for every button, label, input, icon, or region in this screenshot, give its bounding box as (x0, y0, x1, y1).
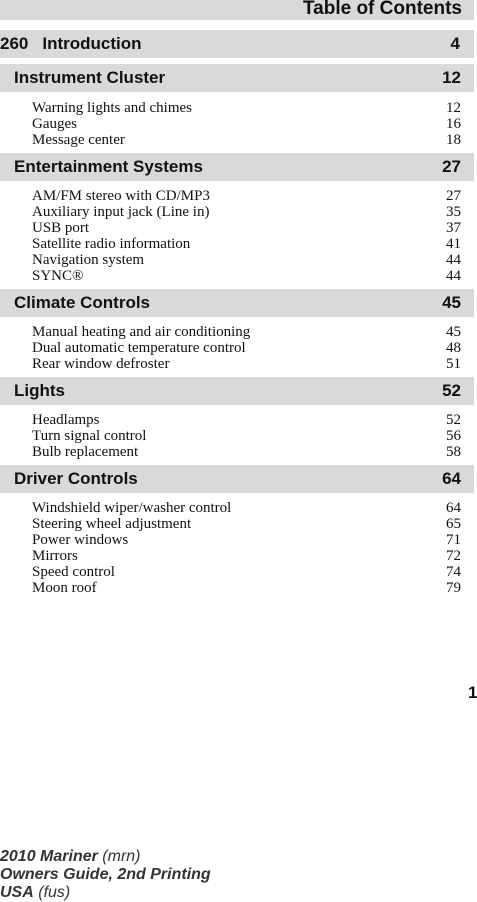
toc-entry[interactable] (0, 516, 474, 532)
section-header-climate-controls[interactable] (0, 289, 474, 317)
toc-entry-label: SYNC® (32, 268, 84, 284)
toc-entry[interactable] (0, 204, 474, 220)
toc-entry-label: Bulb replacement (32, 444, 139, 460)
toc-entry-page: 64 (446, 500, 461, 516)
toc-entry[interactable] (0, 188, 474, 204)
section-code: 260 (0, 34, 29, 53)
toc-entry-page: 45 (446, 324, 461, 340)
toc-entry[interactable] (0, 116, 474, 132)
footer-line-2 (0, 866, 211, 884)
section-page: 45 (442, 293, 461, 312)
footer-model: 2010 Mariner (0, 848, 98, 865)
toc-entry-page: 37 (446, 220, 461, 236)
toc-entry-label: Speed control (32, 564, 115, 580)
toc-entry-label: Gauges (32, 116, 77, 132)
toc-entry[interactable] (0, 340, 474, 356)
section-page: 64 (442, 469, 461, 488)
toc-entry-label: Message center (32, 132, 125, 148)
toc-entry[interactable] (0, 412, 474, 428)
toc-entry-page: 56 (446, 428, 461, 444)
toc-entry-page: 44 (446, 268, 461, 284)
section-title: Instrument Cluster (14, 68, 166, 87)
toc-entry[interactable] (0, 236, 474, 252)
toc-entry[interactable] (0, 356, 474, 372)
toc-entry-page: 79 (446, 580, 461, 596)
section-title: 260 Introduction (0, 34, 142, 53)
footer-line-1 (0, 848, 211, 866)
toc-entry-page: 41 (446, 236, 461, 252)
section-header-instrument-cluster[interactable] (0, 64, 474, 92)
section-page: 12 (442, 68, 461, 87)
toc-entry-label: Steering wheel adjustment (32, 516, 192, 532)
toc-entry-label: Manual heating and air conditioning (32, 324, 251, 340)
toc-entry-page: 71 (446, 532, 461, 548)
footer-market-code: (fus) (38, 884, 71, 901)
toc-entry[interactable] (0, 220, 474, 236)
footer-model-code: (mrn) (102, 848, 141, 865)
toc-entry-page: 52 (446, 412, 461, 428)
toc-entry-page: 27 (446, 188, 461, 204)
toc-entry-label: Turn signal control (32, 428, 147, 444)
toc-entry[interactable] (0, 252, 474, 268)
toc-entry[interactable] (0, 548, 474, 564)
toc-entry[interactable] (0, 132, 474, 148)
section-header-lights[interactable] (0, 377, 474, 405)
toc-entry-label: Satellite radio information (32, 236, 191, 252)
toc-entry-label: Moon roof (32, 580, 97, 596)
footer-edition: Owners Guide, 2nd Printing (0, 866, 211, 883)
toc-entry-label: Auxiliary input jack (Line in) (32, 204, 210, 220)
toc-entry-page: 16 (446, 116, 461, 132)
toc-entry[interactable] (0, 500, 474, 516)
footer (0, 848, 211, 902)
toc-entry-page: 44 (446, 252, 461, 268)
toc-entry-page: 72 (446, 548, 461, 564)
section-title: Driver Controls (14, 469, 138, 488)
footer-line-3 (0, 884, 211, 902)
toc-entry[interactable] (0, 532, 474, 548)
toc-entry-page: 51 (446, 356, 461, 372)
section-title: Climate Controls (14, 293, 151, 312)
toc-entry-label: Windshield wiper/washer control (32, 500, 232, 516)
toc-entry-label: Mirrors (32, 548, 78, 564)
section-page: 4 (450, 34, 460, 53)
toc-entry-label: Warning lights and chimes (32, 100, 193, 116)
toc-entry[interactable] (0, 268, 474, 284)
toc-entry[interactable] (0, 444, 474, 460)
section-title: Entertainment Systems (14, 157, 203, 176)
toc-entry-page: 18 (446, 132, 461, 148)
section-header-introduction[interactable] (0, 30, 474, 58)
toc-entry-label: Dual automatic temperature control (32, 340, 246, 356)
section-page: 52 (442, 381, 461, 400)
toc-entry-label: Navigation system (32, 252, 145, 268)
footer-market: USA (0, 884, 34, 901)
toc-entry-label: Power windows (32, 532, 129, 548)
toc-entry-page: 74 (446, 564, 461, 580)
toc-entry-label: Headlamps (32, 412, 100, 428)
toc-entry[interactable] (0, 100, 474, 116)
toc-entry[interactable] (0, 580, 474, 596)
toc-entry[interactable] (0, 324, 474, 340)
page-number: 1 (468, 683, 477, 702)
toc-entry-label: Rear window defroster (32, 356, 170, 372)
toc-entry-page: 48 (446, 340, 461, 356)
section-page: 27 (442, 157, 461, 176)
section-title: Lights (14, 381, 65, 400)
section-header-driver-controls[interactable] (0, 465, 474, 493)
toc-entry[interactable] (0, 564, 474, 580)
toc-entry-page: 58 (446, 444, 461, 460)
page-title: Table of Contents (0, 0, 474, 20)
toc-entry-label: AM/FM stereo with CD/MP3 (32, 188, 210, 204)
toc-entry-page: 65 (446, 516, 461, 532)
toc-entry-page: 12 (446, 100, 461, 116)
toc-entry[interactable] (0, 428, 474, 444)
toc-entry-page: 35 (446, 204, 461, 220)
section-header-entertainment-systems[interactable] (0, 153, 474, 181)
toc-entry-label: USB port (32, 220, 90, 236)
